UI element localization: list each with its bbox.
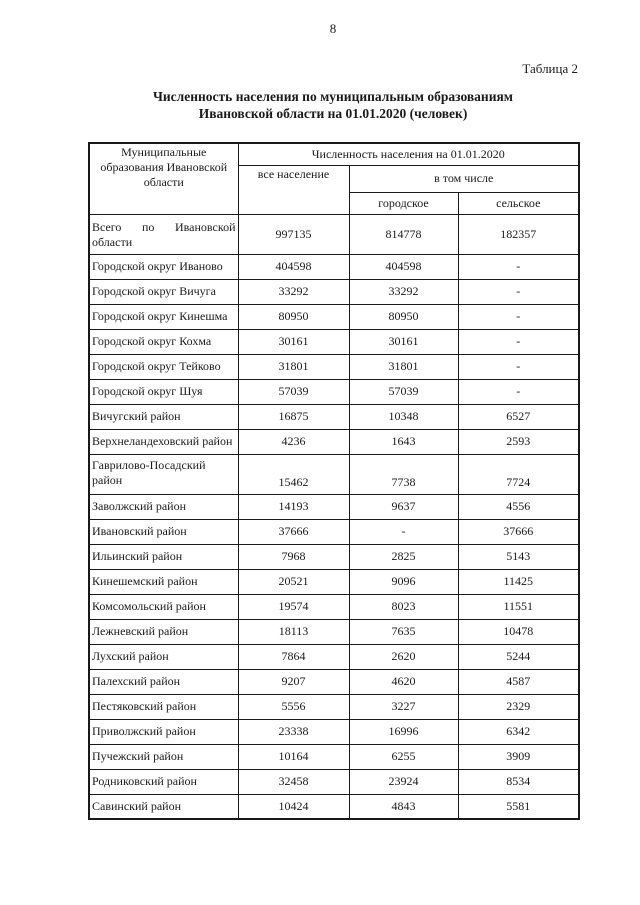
table-row	[89, 454, 579, 494]
cell-rural-population: 6527	[458, 404, 579, 429]
cell-all-population: 57039	[238, 379, 349, 404]
page-number: 8	[329, 21, 337, 36]
cell-urban-population: 23924	[349, 769, 458, 794]
header-population-date: Численность населения на 01.01.2020	[238, 143, 579, 165]
table-row	[89, 214, 579, 254]
municipality-name: Городской округ Кохма	[89, 329, 238, 354]
table-row	[89, 494, 579, 519]
cell-all-population: 5556	[238, 694, 349, 719]
header-all-population: все население	[238, 165, 349, 214]
cell-all-population: 80950	[238, 304, 349, 329]
cell-urban-population: 1643	[349, 429, 458, 454]
municipality-name: Комсомольский район	[89, 594, 238, 619]
cell-rural-population: 8534	[458, 769, 579, 794]
cell-rural-population: 37666	[458, 519, 579, 544]
page-content	[88, 22, 578, 820]
header-municipalities: Муниципальные образования Ивановской области	[89, 143, 238, 214]
table-caption-label: Таблица 2	[522, 61, 578, 76]
municipality-name: Всего по Ивановской области	[89, 214, 238, 254]
municipality-name: Кинешемский район	[89, 569, 238, 594]
table-row	[89, 519, 579, 544]
cell-urban-population: 57039	[349, 379, 458, 404]
municipality-name: Ильинский район	[89, 544, 238, 569]
cell-urban-population: 16996	[349, 719, 458, 744]
cell-rural-population: 2593	[458, 429, 579, 454]
cell-all-population: 33292	[238, 279, 349, 304]
cell-all-population: 37666	[238, 519, 349, 544]
cell-urban-population: 9637	[349, 494, 458, 519]
table-row	[89, 669, 579, 694]
cell-rural-population: -	[458, 279, 579, 304]
municipality-name: Вичугский район	[89, 404, 238, 429]
cell-urban-population: 6255	[349, 744, 458, 769]
cell-rural-population: -	[458, 254, 579, 279]
table-row	[89, 429, 579, 454]
municipality-name: Родниковский район	[89, 769, 238, 794]
document-title	[88, 88, 578, 122]
cell-urban-population: -	[349, 519, 458, 544]
table-row	[89, 569, 579, 594]
cell-all-population: 23338	[238, 719, 349, 744]
cell-urban-population: 80950	[349, 304, 458, 329]
cell-urban-population: 30161	[349, 329, 458, 354]
cell-rural-population: 5581	[458, 794, 579, 819]
cell-urban-population: 814778	[349, 214, 458, 254]
cell-urban-population: 33292	[349, 279, 458, 304]
cell-all-population: 7968	[238, 544, 349, 569]
cell-all-population: 4236	[238, 429, 349, 454]
cell-all-population: 404598	[238, 254, 349, 279]
cell-all-population: 32458	[238, 769, 349, 794]
table-row	[89, 279, 579, 304]
cell-urban-population: 9096	[349, 569, 458, 594]
cell-rural-population: 5244	[458, 644, 579, 669]
municipality-name: Заволжский район	[89, 494, 238, 519]
municipality-name: Савинский район	[89, 794, 238, 819]
cell-urban-population: 7635	[349, 619, 458, 644]
cell-rural-population: -	[458, 304, 579, 329]
cell-all-population: 7864	[238, 644, 349, 669]
table-row	[89, 694, 579, 719]
header-including: в том числе	[349, 165, 579, 192]
cell-rural-population: 3909	[458, 744, 579, 769]
table-row	[89, 644, 579, 669]
cell-urban-population: 2825	[349, 544, 458, 569]
cell-urban-population: 31801	[349, 354, 458, 379]
header-urban: городское	[349, 192, 458, 214]
cell-rural-population: 2329	[458, 694, 579, 719]
cell-rural-population: 10478	[458, 619, 579, 644]
cell-all-population: 14193	[238, 494, 349, 519]
cell-all-population: 9207	[238, 669, 349, 694]
municipality-name: Городской округ Тейково	[89, 354, 238, 379]
cell-all-population: 10164	[238, 744, 349, 769]
cell-urban-population: 4843	[349, 794, 458, 819]
cell-rural-population: 5143	[458, 544, 579, 569]
cell-all-population: 10424	[238, 794, 349, 819]
cell-rural-population: 11425	[458, 569, 579, 594]
municipality-name: Палехский район	[89, 669, 238, 694]
municipality-name: Приволжский район	[89, 719, 238, 744]
municipality-name: Пестяковский район	[89, 694, 238, 719]
cell-urban-population: 8023	[349, 594, 458, 619]
municipality-name: Верхнеландеховский район	[89, 429, 238, 454]
cell-all-population: 31801	[238, 354, 349, 379]
table-row	[89, 304, 579, 329]
cell-rural-population: -	[458, 329, 579, 354]
table-row	[89, 719, 579, 744]
cell-all-population: 19574	[238, 594, 349, 619]
table-row	[89, 794, 579, 819]
table-row	[89, 404, 579, 429]
municipality-name: Лухский район	[89, 644, 238, 669]
table-row	[89, 769, 579, 794]
municipality-name: Гаврилово-Посадский район	[89, 454, 238, 494]
municipality-name: Городской округ Вичуга	[89, 279, 238, 304]
cell-all-population: 18113	[238, 619, 349, 644]
cell-urban-population: 404598	[349, 254, 458, 279]
cell-all-population: 30161	[238, 329, 349, 354]
cell-urban-population: 4620	[349, 669, 458, 694]
cell-rural-population: 7724	[458, 454, 579, 494]
cell-all-population: 20521	[238, 569, 349, 594]
table-row	[89, 379, 579, 404]
cell-urban-population: 2620	[349, 644, 458, 669]
table-row	[89, 329, 579, 354]
cell-rural-population: 11551	[458, 594, 579, 619]
document-title-line2: Ивановской области на 01.01.2020 (человек)	[198, 106, 468, 121]
population-table-header	[89, 143, 579, 214]
cell-rural-population: -	[458, 354, 579, 379]
municipality-name: Городской округ Кинешма	[89, 304, 238, 329]
table-row	[89, 254, 579, 279]
cell-rural-population: 4587	[458, 669, 579, 694]
municipality-name: Ивановский район	[89, 519, 238, 544]
cell-urban-population: 3227	[349, 694, 458, 719]
table-row	[89, 619, 579, 644]
cell-rural-population: -	[458, 379, 579, 404]
municipality-name: Пучежский район	[89, 744, 238, 769]
population-table-body	[89, 214, 579, 819]
cell-rural-population: 6342	[458, 719, 579, 744]
table-row	[89, 544, 579, 569]
cell-rural-population: 182357	[458, 214, 579, 254]
document-title-line1: Численность населения по муниципальным образованиям	[153, 89, 513, 104]
header-rural: сельское	[458, 192, 579, 214]
municipality-name: Лежневский район	[89, 619, 238, 644]
municipality-name: Городской округ Иваново	[89, 254, 238, 279]
table-row	[89, 744, 579, 769]
municipality-name: Городской округ Шуя	[89, 379, 238, 404]
population-table	[88, 142, 580, 820]
table-row	[89, 354, 579, 379]
cell-urban-population: 10348	[349, 404, 458, 429]
cell-urban-population: 7738	[349, 454, 458, 494]
cell-all-population: 997135	[238, 214, 349, 254]
table-row	[89, 594, 579, 619]
cell-rural-population: 4556	[458, 494, 579, 519]
cell-all-population: 16875	[238, 404, 349, 429]
cell-all-population: 15462	[238, 454, 349, 494]
